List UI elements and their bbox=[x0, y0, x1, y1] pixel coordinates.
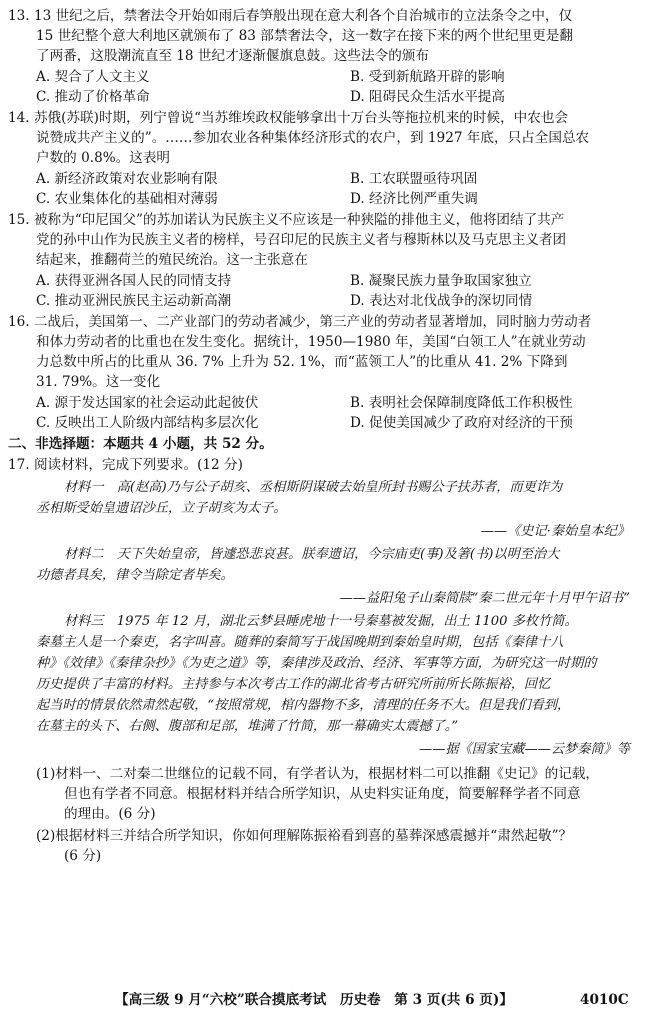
q17-part2-line2: (6 分) bbox=[64, 848, 102, 864]
q14-option-b: B. 工农联盟亟待巩固 bbox=[350, 171, 478, 187]
q15-option-b: B. 凝聚民族力量争取国家独立 bbox=[350, 273, 532, 289]
q14-option-d: D. 经济比例严重失调 bbox=[350, 191, 478, 207]
page-footer: 【高三级 9 月“六校”联合摸底考试 历史卷 第 3 页(共 6 页)】 bbox=[115, 992, 513, 1008]
q16-option-d: D. 促使美国减少了政府对经济的干预 bbox=[350, 415, 573, 431]
q14-line2: 说赞成共产主义的”。……参加农业各种集体经济形式的农户，到 1927 年底，只占全国总农 bbox=[36, 130, 590, 146]
q13-option-c: C. 推动了价格革命 bbox=[36, 89, 150, 105]
q16-option-b: B. 表明社会保障制度降低工作积极性 bbox=[350, 395, 573, 411]
q15-option-c: C. 推动亚洲民族民主运动新高潮 bbox=[36, 293, 232, 309]
q13-option-a: A. 契合了人文主义 bbox=[36, 69, 150, 85]
q15-line3: 结起来，推翻荷兰的殖民统治。这一主张意在 bbox=[36, 252, 308, 268]
q16-line4: 31. 79%。这一变化 bbox=[36, 374, 161, 390]
q14-line3: 户数的 0.8%。这表明 bbox=[36, 150, 171, 166]
q16-line2: 和体力劳动者的比重也在发生变化。据统计，1950—1980 年，美国“白领工人”在就业劳动 bbox=[36, 334, 586, 350]
material3-line1: 材料三 1975 年 12 月，湖北云梦县睡虎地十一号秦墓被发掘，出土 1100 多枚竹简。 bbox=[64, 614, 578, 629]
q15-line2: 党的孙中山作为民族主义者的榜样，号召印尼的民族主义者与穆斯林以及马克思主义者团 bbox=[36, 232, 567, 248]
q17-part1-line2: 但也有学者不同意。根据材料并结合所学知识，从史料实证角度，简要解释学者不同意 bbox=[64, 786, 581, 802]
q16-option-a: A. 源于发达国家的社会运动此起彼伏 bbox=[36, 395, 259, 411]
q13-line3: 了两番，这股潮流直至 18 世纪才逐渐偃旗息鼓。这些法令的颁布 bbox=[36, 48, 429, 64]
q17-part1-line1: (1)材料一、二对秦二世继位的记载不同，有学者认为，根据材料二可以推翻《史记》的记载， bbox=[36, 766, 600, 782]
q14-line1: 14. 苏俄(苏联)时期，列宁曾说“当苏维埃政权能够拿出十万台头等拖拉机来的时候，中农也会 bbox=[8, 110, 569, 126]
q16-line1: 16. 二战后，美国第一、二产业部门的劳动者减少，第三产业的劳动者显著增加，同时脑力劳动者 bbox=[8, 314, 592, 330]
material1-line2: 丞相斯受始皇遗诏沙丘，立子胡亥为太子。 bbox=[36, 501, 287, 516]
material1-source: ——《史记·秦始皇本纪》 bbox=[480, 524, 630, 539]
q15-option-d: D. 表达对北伐战争的深切同情 bbox=[350, 293, 533, 309]
material3-line3: 种》《效律》《秦律杂抄》《为吏之道》等，秦律涉及政治、经济、军事等方面，为研究这一时期的 bbox=[36, 656, 597, 671]
q13-option-b: B. 受到新航路开辟的影响 bbox=[350, 69, 505, 85]
q17-part1-line3: 的理由。(6 分) bbox=[64, 806, 156, 822]
paper-code: 4010C bbox=[580, 992, 629, 1008]
material3-source: ——据《国家宝藏——云梦秦简》等 bbox=[419, 742, 630, 757]
material2-line1: 材料二 天下失始皇帝，皆遽恐悲哀甚。朕奉遗诏，今宗庙吏(事)及箸(书)以明至治大 bbox=[64, 547, 560, 562]
q17-part2-line1: (2)根据材料三并结合所学知识，你如何理解陈振裕看到喜的墓葬深感震撼并“肃然起敬”？ bbox=[36, 828, 573, 844]
q13-line2: 15 世纪整个意大利地区就颁布了 83 部禁奢法令，这一数字在接下来的两个世纪里更是翻 bbox=[36, 28, 573, 44]
q14-option-c: C. 农业集体化的基础相对薄弱 bbox=[36, 191, 218, 207]
material3-line6: 在墓主的头下、右侧、腹部和足部，堆满了竹简，那一幕确实太震撼了。” bbox=[36, 719, 459, 734]
material1-line1: 材料一 高(赵高)乃与公子胡亥、丞相斯阴谋破去始皇所封书赐公子扶苏者，而更诈为 bbox=[64, 480, 563, 495]
q13-option-d: D. 阻碍民众生活水平提高 bbox=[350, 89, 505, 105]
q13-line1: 13. 13 世纪之后，禁奢法令开始如雨后春笋般出现在意大利各个自治城市的立法条令之中，仅 bbox=[8, 8, 573, 24]
material3-line4: 历史提供了丰富的材料。主持参与本次考古工作的湖北省考古研究所前所长陈振裕，回忆 bbox=[36, 677, 551, 692]
q14-option-a: A. 新经济政策对农业影响有限 bbox=[36, 171, 218, 187]
q15-line1: 15. 被称为“印尼国父”的苏加诺认为民族主义不应该是一种狭隘的排他主义，他将团结了共产 bbox=[8, 212, 565, 228]
material3-line2: 秦墓主人是一个秦吏，名字叫喜。随葬的秦简写于战国晚期到秦始皇时期，包括《秦律十八 bbox=[36, 635, 564, 650]
q17-heading: 17. 阅读材料，完成下列要求。(12 分) bbox=[8, 457, 243, 473]
q16-option-c: C. 反映出工人阶级内部结构多层次化 bbox=[36, 415, 259, 431]
material2-line2: 功德者具矣，律令当除定者毕矣。 bbox=[36, 568, 234, 583]
material3-line5: 起当时的情景依然肃然起敬，“按照常规，棺内器物不多，清理的任务不大。但是我们看到， bbox=[36, 698, 571, 713]
q15-option-a: A. 获得亚洲各国人民的同情支持 bbox=[36, 273, 232, 289]
section-heading: 二、非选择题：本题共 4 小题，共 52 分。 bbox=[8, 436, 273, 452]
material2-source: ——益阳兔子山秦简牍“秦二世元年十月甲午诏书” bbox=[339, 591, 630, 606]
q16-line3: 力总数中所占的比重从 36. 7% 上升为 52. 1%，而“蓝领工人”的比重从 41. 2% 下降到 bbox=[36, 354, 568, 370]
